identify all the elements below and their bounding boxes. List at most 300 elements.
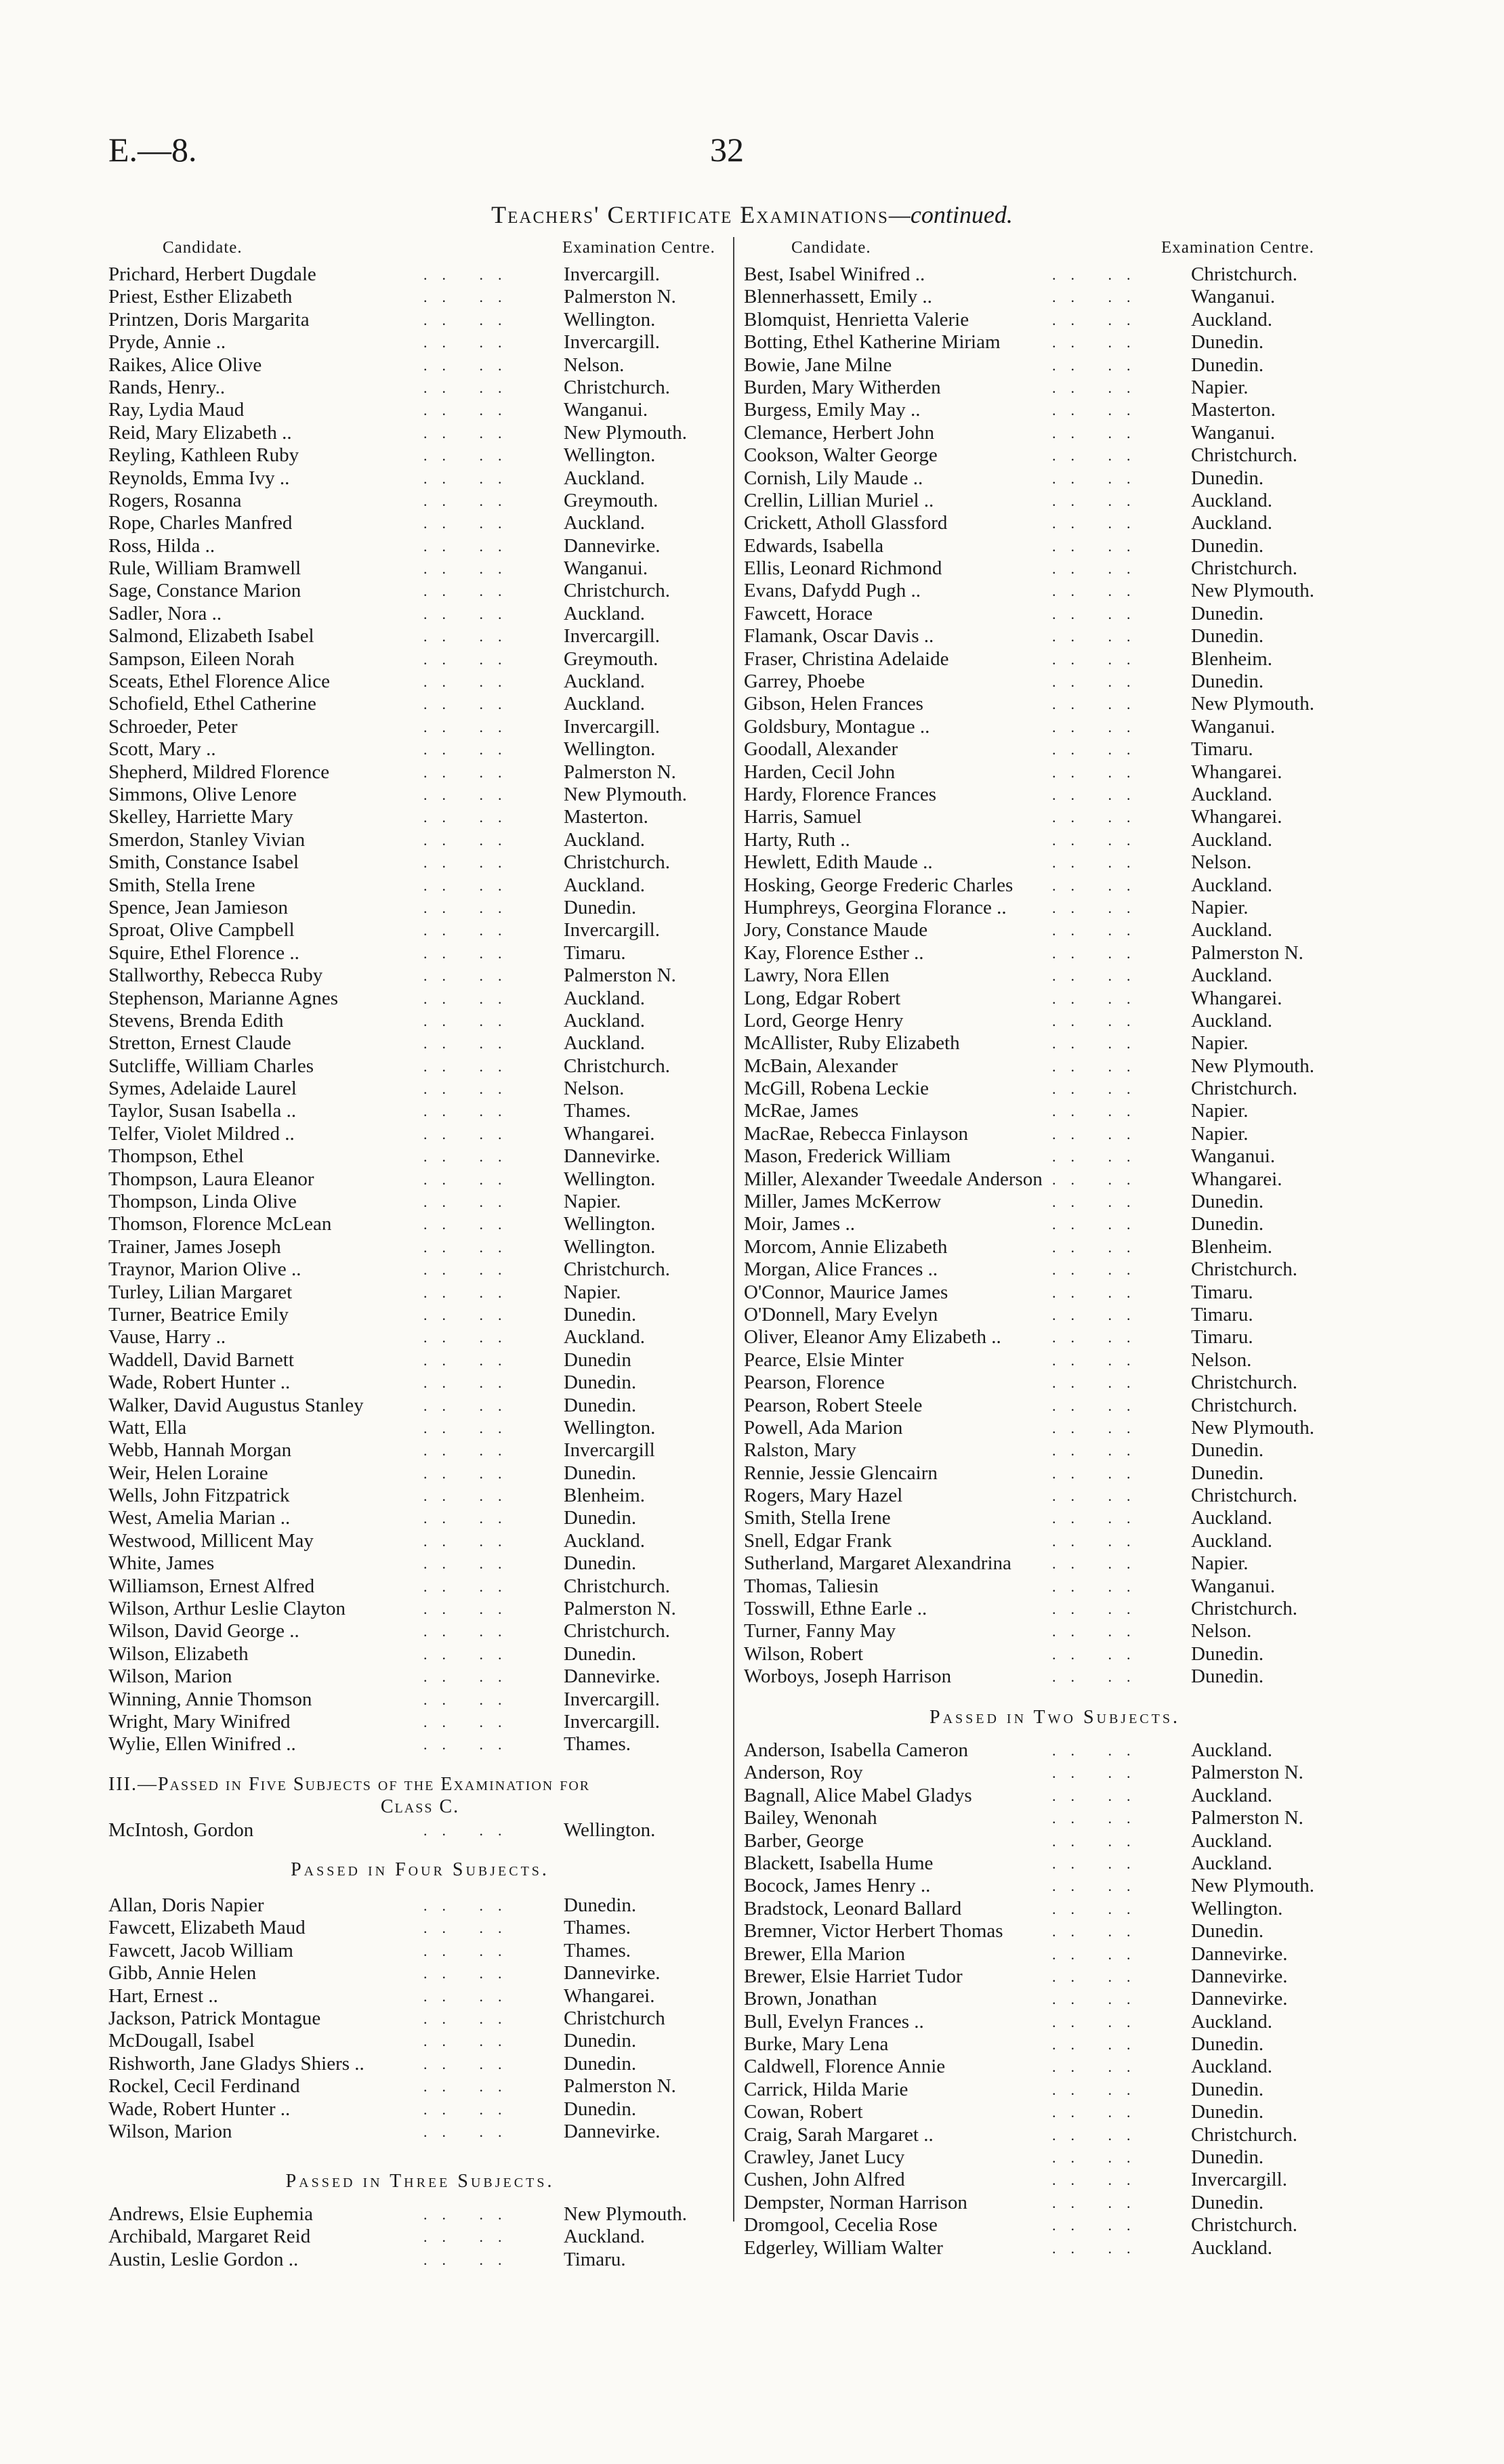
left-candidate-list [108, 263, 732, 1756]
examination-centre: Invercargill. [564, 919, 660, 941]
candidate-name: Andrews, Elsie Euphemia [108, 2203, 314, 2225]
examination-centre: Dunedin. [564, 2098, 637, 2120]
candidate-name: Hart, Ernest .. [108, 1984, 218, 2007]
leader-dots: .. .. [423, 696, 517, 713]
examination-centre: Napier. [1191, 896, 1249, 918]
leader-dots: .. .. [1052, 1668, 1146, 1686]
candidate-name: Fraser, Christina Adelaide [744, 647, 949, 670]
candidate-name: Morgan, Alice Frances .. [744, 1258, 938, 1281]
examination-centre: Auckland. [1191, 1507, 1272, 1529]
candidate-name: Trainer, James Joseph [108, 1235, 281, 1258]
examination-centre: Auckland. [564, 1009, 645, 1032]
list-row [108, 603, 732, 625]
candidate-name: Brewer, Ella Marion [744, 1942, 906, 1965]
list-row [108, 1940, 732, 1962]
candidate-name: Lawry, Nora Ellen [744, 964, 890, 987]
examination-centre: Invercargill. [564, 331, 660, 354]
candidate-name: Ellis, Leonard Richmond [744, 557, 942, 580]
examination-centre: New Plymouth. [1191, 693, 1315, 715]
examination-centre: Dunedin. [1191, 2191, 1264, 2213]
leader-dots: .. .. [423, 379, 517, 396]
candidate-name: Thomas, Taliesin [744, 1575, 879, 1597]
candidate-name: Snell, Edgar Frank [744, 1529, 892, 1552]
examination-centre: Wanganui. [1191, 286, 1276, 308]
leader-dots: .. .. [1052, 1991, 1146, 2008]
list-row [108, 1032, 732, 1055]
leader-dots: .. .. [423, 628, 517, 645]
leader-dots: .. .. [423, 967, 517, 985]
candidate-name: Burgess, Emily May .. [744, 399, 921, 421]
examination-centre: Palmerston N. [564, 761, 676, 783]
examination-centre: Timaru. [564, 941, 626, 964]
candidate-name: Cowan, Robert [744, 2101, 863, 2123]
list-row [108, 806, 732, 828]
leader-dots: .. .. [1052, 1832, 1146, 1850]
examination-centre: Wanganui. [564, 399, 648, 421]
leader-dots: .. .. [423, 876, 517, 894]
examination-centre: Dannevirke. [564, 1665, 661, 1688]
candidate-name: Raikes, Alice Olive [108, 354, 262, 376]
candidate-name: Webb, Hannah Morgan [108, 1439, 292, 1462]
list-row [108, 309, 732, 331]
candidate-name: Sproat, Olive Campbell [108, 919, 295, 941]
list-row [744, 2237, 1366, 2259]
list-row [108, 377, 732, 399]
leader-dots: .. .. [1052, 809, 1146, 826]
leader-dots: .. .. [423, 1965, 517, 1982]
candidate-name: Jackson, Patrick Montague [108, 2007, 321, 2029]
candidate-header-right: Candidate. [791, 238, 871, 257]
examination-centre: Nelson. [564, 354, 625, 376]
candidate-name: Fawcett, Jacob William [108, 1939, 293, 1961]
candidate-name: Clemance, Herbert John [744, 421, 935, 444]
examination-centre: Christchurch. [1191, 1394, 1298, 1416]
candidate-name: Reid, Mary Elizabeth .. [108, 421, 292, 444]
candidate-name: Edgerley, William Walter [744, 2236, 943, 2259]
candidate-name: Harden, Cecil John [744, 761, 896, 783]
candidate-name: Brewer, Elsie Harriet Tudor [744, 1965, 963, 1987]
candidate-header-left: Candidate. [163, 238, 243, 257]
leader-dots: .. .. [423, 763, 517, 781]
examination-centre: Whangarei. [564, 1984, 655, 2007]
title-suffix: —continued. [888, 201, 1013, 228]
leader-dots: .. .. [423, 582, 517, 600]
examination-centre: Auckland. [564, 693, 645, 715]
examination-centre: Dunedin. [1191, 602, 1264, 624]
examination-centre: Christchurch [564, 2007, 665, 2029]
list-row [108, 1304, 732, 1326]
leader-dots: .. .. [1052, 537, 1146, 555]
list-row [108, 1552, 732, 1575]
leader-dots: .. .. [1052, 967, 1146, 985]
section-two-list [744, 1739, 1366, 2259]
list-row [108, 535, 732, 557]
examination-centre: Dunedin. [1191, 1665, 1264, 1688]
candidate-name: Botting, Ethel Katherine Miriam [744, 331, 1001, 354]
leader-dots: .. .. [423, 560, 517, 578]
leader-dots: .. .. [1052, 1968, 1146, 1985]
leader-dots: .. .. [423, 289, 517, 306]
list-row [744, 1326, 1366, 1348]
list-row [108, 1962, 732, 1984]
list-row [744, 399, 1366, 421]
candidate-name: Blennerhassett, Emily .. [744, 286, 932, 308]
list-row [744, 2124, 1366, 2146]
list-row [744, 1898, 1366, 1920]
candidate-name: MacRae, Rebecca Finlayson [744, 1122, 968, 1145]
list-row [744, 716, 1366, 738]
leader-dots: .. .. [423, 899, 517, 916]
leader-dots: .. .. [1052, 1170, 1146, 1188]
section-three-heading: Passed in Three Subjects. [285, 2171, 555, 2192]
candidate-name: Burke, Mary Lena [744, 2033, 889, 2056]
examination-centre: Dunedin. [564, 1372, 637, 1394]
examination-centre: Auckland. [1191, 874, 1272, 896]
list-row [744, 490, 1366, 512]
examination-centre: Napier. [1191, 1122, 1249, 1145]
section-iii-list [108, 1819, 732, 1842]
section-iii-heading-line1: III.—Passed in Five Subjects of the Examination for [108, 1774, 591, 1795]
candidate-name: Rogers, Mary Hazel [744, 1485, 903, 1507]
list-row [108, 1439, 732, 1462]
leader-dots: .. .. [423, 1148, 517, 1166]
leader-dots: .. .. [1052, 1419, 1146, 1437]
leader-dots: .. .. [423, 1822, 517, 1839]
candidate-name: White, James [108, 1552, 215, 1575]
list-row [744, 331, 1366, 354]
leader-dots: .. .. [423, 334, 517, 352]
list-row [744, 1281, 1366, 1304]
examination-centre: Wellington. [564, 1235, 656, 1258]
leader-dots: .. .. [423, 1464, 517, 1482]
candidate-name: Dempster, Norman Harrison [744, 2191, 967, 2213]
leader-dots: .. .. [1052, 515, 1146, 532]
leader-dots: .. .. [423, 1600, 517, 1618]
leader-dots: .. .. [423, 1193, 517, 1211]
leader-dots: .. .. [1052, 1012, 1146, 1029]
leader-dots: .. .. [1052, 1577, 1146, 1595]
examination-centre: Dunedin. [1191, 1920, 1264, 1942]
candidate-name: Moir, James .. [744, 1213, 855, 1235]
leader-dots: .. .. [1052, 718, 1146, 736]
list-row [744, 1123, 1366, 1145]
candidate-name: Printzen, Doris Margarita [108, 308, 310, 331]
leader-dots: .. .. [1052, 1555, 1146, 1573]
column-divider [733, 237, 734, 2222]
examination-centre: New Plymouth. [1191, 1416, 1315, 1439]
examination-centre: Wellington. [564, 1213, 656, 1235]
candidate-name: Anderson, Isabella Cameron [744, 1739, 968, 1761]
examination-centre: Palmerston N. [564, 1598, 676, 1620]
candidate-name: Wells, John Fitzpatrick [108, 1485, 290, 1507]
list-row [108, 1123, 732, 1145]
examination-centre: Auckland. [564, 874, 645, 896]
leader-dots: .. .. [1052, 492, 1146, 509]
examination-centre: Auckland. [1191, 512, 1272, 534]
list-row [744, 1439, 1366, 1462]
list-row [108, 1485, 732, 1507]
leader-dots: .. .. [423, 1736, 517, 1754]
candidate-name: Wade, Robert Hunter .. [108, 1372, 291, 1394]
list-row [744, 1762, 1366, 1784]
examination-centre: Dunedin. [1191, 625, 1264, 647]
candidate-name: Thompson, Laura Eleanor [108, 1168, 314, 1190]
leader-dots: .. .. [423, 1103, 517, 1120]
candidate-name: Fawcett, Horace [744, 602, 873, 624]
list-row [108, 2203, 732, 2226]
leader-dots: .. .. [423, 1532, 517, 1550]
examination-centre: Dunedin. [1191, 1213, 1264, 1235]
examination-centre: Dunedin. [1191, 1191, 1264, 1213]
candidate-name: Harris, Samuel [744, 806, 862, 828]
list-row [744, 2146, 1366, 2169]
list-row [108, 2121, 732, 2143]
candidate-name: Crawley, Janet Lucy [744, 2146, 905, 2169]
list-row [108, 1688, 732, 1711]
leader-dots: .. .. [423, 402, 517, 419]
candidate-name: Dromgool, Cecelia Rose [744, 2214, 938, 2236]
list-row [108, 1010, 732, 1032]
leader-dots: .. .. [1052, 2013, 1146, 2031]
examination-centre: Napier. [1191, 1032, 1249, 1055]
candidate-name: Taylor, Susan Isabella .. [108, 1100, 297, 1122]
list-row [108, 512, 732, 534]
examination-centre: Palmerston N. [564, 286, 676, 308]
list-row [744, 1988, 1366, 2010]
examination-centre: Whangarei. [1191, 806, 1282, 828]
examination-centre: Christchurch. [564, 580, 671, 602]
list-row [744, 1145, 1366, 1168]
list-row [108, 2249, 732, 2271]
leader-dots: .. .. [1052, 1900, 1146, 1917]
leader-dots: .. .. [1052, 1216, 1146, 1233]
candidate-name: Sage, Constance Marion [108, 580, 301, 602]
list-row [744, 1875, 1366, 1897]
examination-centre: Invercargill. [564, 1688, 660, 1710]
examination-centre: Napier. [564, 1191, 621, 1213]
leader-dots: .. .. [423, 990, 517, 1007]
leader-dots: .. .. [423, 1419, 517, 1437]
examination-centre: Dunedin. [1191, 2101, 1264, 2123]
leader-dots: .. .. [423, 2055, 517, 2073]
examination-centre: New Plymouth. [1191, 580, 1315, 602]
leader-dots: .. .. [1052, 560, 1146, 578]
examination-centre: Dannevirke. [564, 1145, 661, 1168]
leader-dots: .. .. [1052, 1877, 1146, 1895]
examination-centre: Nelson. [1191, 851, 1252, 874]
candidate-name: Rogers, Rosanna [108, 489, 242, 511]
examination-centre: Christchurch. [1191, 1078, 1298, 1100]
list-row [108, 331, 732, 354]
examination-centre: Auckland. [1191, 1829, 1272, 1852]
leader-dots: .. .. [1052, 1306, 1146, 1323]
list-row [108, 1168, 732, 1191]
examination-centre: Dannevirke. [564, 2120, 661, 2142]
examination-centre: Whangarei. [1191, 761, 1282, 783]
leader-dots: .. .. [1052, 1623, 1146, 1640]
examination-centre: Dunedin. [1191, 2033, 1264, 2056]
leader-dots: .. .. [423, 1623, 517, 1640]
candidate-name: Sceats, Ethel Florence Alice [108, 671, 330, 693]
candidate-name: Smerdon, Stanley Vivian [108, 828, 306, 851]
leader-dots: .. .. [423, 1442, 517, 1460]
candidate-name: Rule, William Bramwell [108, 557, 301, 580]
leader-dots: .. .. [423, 515, 517, 532]
examination-centre: Wanganui. [564, 557, 648, 580]
leader-dots: .. .. [423, 2100, 517, 2118]
list-row [108, 1462, 732, 1485]
list-row [744, 693, 1366, 715]
examination-centre: Auckland. [1191, 2236, 1272, 2259]
candidate-name: Best, Isabel Winifred .. [744, 263, 925, 285]
centre-header-left: Examination Centre. [562, 238, 715, 257]
leader-dots: .. .. [423, 1080, 517, 1098]
leader-dots: .. .. [1052, 605, 1146, 622]
leader-dots: .. .. [1052, 2104, 1146, 2121]
candidate-name: Thompson, Ethel [108, 1145, 244, 1168]
list-row [108, 354, 732, 377]
list-row [108, 829, 732, 851]
candidate-name: Goldsbury, Montague .. [744, 715, 930, 738]
list-row [744, 942, 1366, 964]
examination-centre: Wellington. [564, 444, 656, 467]
candidate-name: Vause, Harry .. [108, 1326, 226, 1348]
candidate-name: Oliver, Eleanor Amy Elizabeth .. [744, 1326, 1001, 1348]
candidate-name: Rennie, Jessie Glencairn [744, 1462, 938, 1484]
list-row [108, 580, 732, 602]
section-three-list [108, 2203, 732, 2271]
candidate-name: Miller, Alexander Tweedale Anderson [744, 1168, 1043, 1190]
examination-centre: Auckland. [1191, 1784, 1272, 1806]
examination-centre: Auckland. [564, 671, 645, 693]
list-row [744, 286, 1366, 308]
examination-centre: Dunedin. [564, 1552, 637, 1575]
leader-dots: .. .. [423, 2078, 517, 2096]
leader-dots: .. .. [1052, 922, 1146, 939]
list-row [108, 1372, 732, 1394]
leader-dots: .. .. [423, 1261, 517, 1279]
list-row [744, 671, 1366, 693]
candidate-name: Rishworth, Jane Gladys Shiers .. [108, 2052, 364, 2075]
list-row [108, 874, 732, 897]
candidate-name: Brown, Jonathan [744, 1988, 877, 2010]
list-row [744, 444, 1366, 467]
leader-dots: .. .. [423, 741, 517, 759]
candidate-name: McRae, James [744, 1100, 859, 1122]
leader-dots: .. .. [1052, 2171, 1146, 2189]
leader-dots: .. .. [1052, 650, 1146, 668]
leader-dots: .. .. [423, 605, 517, 622]
candidate-name: Thompson, Linda Olive [108, 1191, 297, 1213]
candidate-name: Wilson, Robert [744, 1642, 864, 1665]
candidate-name: Evans, Dafydd Pugh .. [744, 580, 921, 602]
list-row [744, 648, 1366, 671]
leader-dots: .. .. [423, 1668, 517, 1686]
title-main: Teachers' Certificate Examinations [491, 201, 889, 228]
examination-centre: Wellington. [1191, 1897, 1283, 1919]
leader-dots: .. .. [1052, 696, 1146, 713]
examination-centre: Wanganui. [1191, 421, 1276, 444]
examination-centre: Dunedin. [564, 1462, 637, 1484]
examination-centre: Napier. [564, 1281, 621, 1303]
list-row [108, 1236, 732, 1258]
leader-dots: .. .. [423, 2123, 517, 2140]
list-row [108, 1395, 732, 1417]
leader-dots: .. .. [1052, 2081, 1146, 2098]
list-row [108, 1326, 732, 1348]
list-row [744, 1078, 1366, 1100]
list-row [744, 2214, 1366, 2236]
list-row [744, 1213, 1366, 1235]
candidate-name: Tosswill, Ethne Earle .. [744, 1598, 927, 1620]
examination-centre: Thames. [564, 1917, 631, 1939]
examination-centre: Dunedin. [1191, 467, 1264, 489]
candidate-name: Stretton, Ernest Claude [108, 1032, 291, 1055]
candidate-name: McGill, Robena Leckie [744, 1078, 929, 1100]
examination-centre: Auckland. [564, 2226, 645, 2248]
examination-centre: Auckland. [564, 602, 645, 624]
leader-dots: .. .. [423, 266, 517, 283]
list-row [108, 1711, 732, 1733]
candidate-name: Wade, Robert Hunter .. [108, 2098, 291, 2120]
examination-centre: Thames. [564, 1733, 631, 1756]
leader-dots: .. .. [423, 2206, 517, 2223]
candidate-name: Thomson, Florence McLean [108, 1213, 332, 1235]
leader-dots: .. .. [1052, 379, 1146, 396]
leader-dots: .. .. [1052, 1329, 1146, 1346]
list-row [108, 1191, 732, 1213]
leader-dots: .. .. [423, 831, 517, 849]
candidate-name: Craig, Sarah Margaret .. [744, 2123, 934, 2146]
examination-centre: Dunedin. [564, 1394, 637, 1416]
examination-centre: Blenheim. [1191, 1235, 1273, 1258]
list-row [108, 693, 732, 715]
candidate-name: Reyling, Kathleen Ruby [108, 444, 299, 467]
list-row [744, 1100, 1366, 1122]
leader-dots: .. .. [423, 650, 517, 668]
leader-dots: .. .. [423, 809, 517, 826]
list-row [108, 1643, 732, 1665]
list-row [108, 1213, 732, 1235]
examination-centre: Timaru. [1191, 1326, 1253, 1348]
examination-centre: Christchurch. [1191, 1485, 1298, 1507]
examination-centre: Wanganui. [1191, 715, 1276, 738]
examination-centre: Christchurch. [564, 1258, 671, 1281]
list-row [744, 964, 1366, 987]
examination-centre: Invercargill. [564, 263, 660, 285]
leader-dots: .. .. [1052, 1600, 1146, 1618]
examination-centre: Auckland. [564, 512, 645, 534]
leader-dots: .. .. [1052, 1854, 1146, 1872]
leader-dots: .. .. [1052, 1442, 1146, 1460]
leader-dots: .. .. [1052, 1464, 1146, 1482]
examination-centre: Dannevirke. [564, 1962, 661, 1984]
examination-centre: Wellington. [564, 1416, 656, 1439]
leader-dots: .. .. [1052, 311, 1146, 328]
page-number: 32 [710, 131, 744, 169]
examination-centre: Greymouth. [564, 489, 659, 511]
leader-dots: .. .. [1052, 628, 1146, 645]
candidate-name: Archibald, Margaret Reid [108, 2226, 311, 2248]
examination-centre: Dunedin. [564, 1303, 637, 1325]
leader-dots: .. .. [423, 1555, 517, 1573]
leader-dots: .. .. [1052, 1261, 1146, 1279]
examination-centre: New Plymouth. [1191, 1055, 1315, 1077]
examination-centre: Auckland. [1191, 964, 1272, 987]
examination-centre: Auckland. [1191, 1852, 1272, 1874]
candidate-name: Wylie, Ellen Winifred .. [108, 1733, 296, 1756]
examination-centre: Dunedin. [564, 1507, 637, 1529]
